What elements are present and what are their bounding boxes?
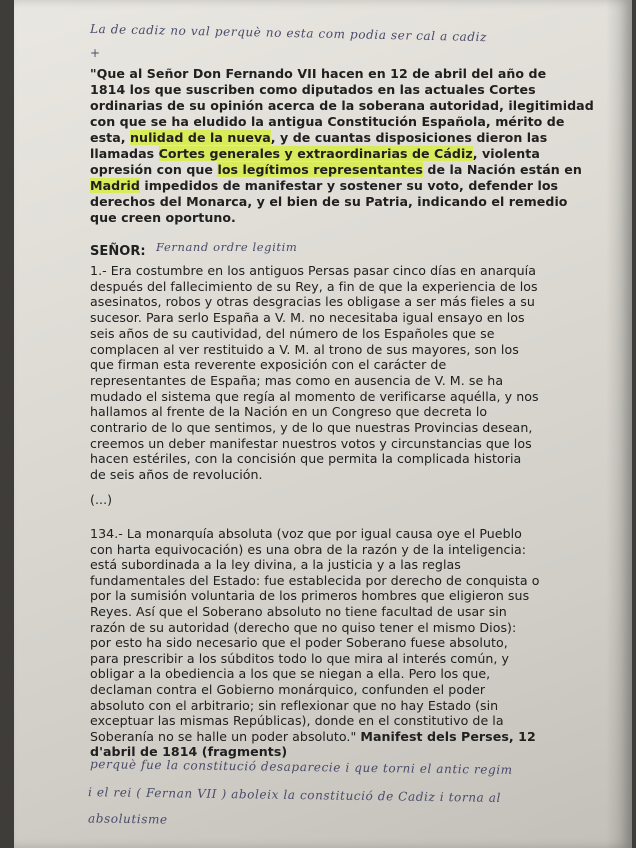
text-segment: absoluto con el arbitrario; sin reflexionar que no hay Estado (sin: [90, 697, 499, 713]
paragraph-line: de seis años de revolución.: [90, 467, 263, 483]
paragraph-line: hacen estériles, con la concisión que permita la complicada historia: [90, 451, 522, 467]
text-segment: obligar a la obediencia a los que se niegan a ella. Pero los que,: [90, 666, 491, 682]
highlighted-text: los legítimos representantes: [217, 162, 423, 177]
highlighted-text: nulidad de la nueva: [130, 130, 271, 145]
text-segment: impedidos de manifestar y sostener su voto, defender los: [139, 178, 559, 193]
paragraph-line: [90, 604, 540, 620]
text-segment: esta,: [90, 130, 131, 145]
text-segment: para prescribir a los súbditos todo lo que mira al interés común, y: [90, 650, 510, 666]
text-segment: con que se ha eludido la antigua Constitución Española, mérito de: [90, 114, 565, 129]
bold-text: Manifest dels Perses, 12: [360, 728, 536, 744]
paragraph-line: [90, 557, 540, 573]
paragraph-line: [90, 713, 540, 729]
paragraph-line: que firman esta reverente exposición con el carácter de: [90, 357, 447, 373]
title-line: [90, 178, 594, 194]
text-segment: derechos del Monarca, y el bien de su Patria, indicando el remedio: [90, 194, 568, 209]
text-segment: 1814 los que suscriben como diputados en las actuales Cortes: [90, 82, 536, 97]
paragraph-line: mudado el sistema que regía al momento de verificarse aquélla, y nos: [90, 388, 539, 404]
salutation: SEÑOR:: [90, 244, 146, 259]
paragraph-1: [90, 263, 539, 483]
paragraph-line: complacen al ver restituido a V. M. al trono de sus mayores, son los: [90, 341, 519, 357]
title-line: [90, 210, 594, 226]
paragraph-line: [90, 620, 540, 636]
text-segment: por la sumisión voluntaria de los primeros hombres que eligieron sus: [90, 588, 530, 604]
text-segment: ordinarias de su opinión acerca de la soberana autoridad, ilegitimidad: [90, 98, 594, 113]
text-segment: , violenta: [472, 146, 540, 161]
bold-text: d'abril de 1814 (fragments): [90, 744, 288, 760]
text-segment: Reyes. Así que el Soberano absoluto no tiene facultad de usar sin: [90, 603, 507, 619]
paragraph-line: creemos un deber manifestar nuestros votos y circunstancias que los: [90, 435, 532, 451]
text-segment: "Que al Señor Don Fernando VII hacen en 12 de abril del año de: [90, 66, 547, 81]
text-segment: 134.- La monarquía absoluta (voz que por igual causa oye el Pueblo: [90, 526, 522, 541]
text-segment: declaman contra el Gobierno monárquico, confunden el poder: [90, 681, 486, 697]
title-line: [90, 162, 594, 178]
paragraph-line: [90, 682, 540, 698]
paragraph-line: [90, 666, 540, 682]
paragraph-line: después del fallecimiento de su Rey, a fin de que la experiencia de los: [90, 278, 538, 294]
handwritten-line: i el rei ( Fernan VII ) aboleix la constitució de Cadiz i torna al: [87, 785, 502, 805]
text-segment: que creen oportuno.: [90, 210, 236, 225]
title-line: [90, 98, 594, 114]
text-segment: fundamentales del Estado: fue establecida por derecho de conquista o: [90, 572, 540, 588]
paragraph-line: 1.- Era costumbre en los antiguos Persas pasar cinco días en anarquía: [90, 263, 536, 278]
paragraph-line: representantes de España; mas como en ausencia de V. M. se ha: [90, 372, 504, 388]
text-segment: razón de su autoridad (derecho que no quiso tener el mismo Dios):: [90, 619, 517, 635]
text-segment: con harta equivocación) es una obra de la razón y de la inteligencia:: [90, 541, 527, 557]
paragraph-line: [90, 698, 540, 714]
paragraph-line: seis años de su cautividad, del número de los Españoles que se: [90, 325, 495, 341]
paragraph-line: [90, 651, 540, 667]
text-segment: está subordinada a la ley divina, a la justicia y a las reglas: [90, 557, 461, 573]
handwritten-senor-note: Fernand ordre legitim: [156, 240, 298, 254]
text-segment: llamadas: [90, 146, 159, 161]
title-line: [90, 82, 594, 98]
highlighted-text: Cortes generales y extraordinarias de Cádiz: [158, 146, 473, 161]
title-line: [90, 130, 594, 146]
title-paragraph: [90, 66, 594, 226]
paragraph-line: [90, 573, 540, 589]
handwritten-mark: +: [90, 46, 101, 60]
text-segment: , y de cuantas disposiciones dieron las: [270, 130, 548, 145]
text-segment: por esto ha sido necesario que el poder Soberano fuese absoluto,: [90, 635, 508, 651]
title-line: [90, 66, 594, 82]
handwritten-top-note: La de cadiz no val perquè no esta com podia ser cal a cadiz: [89, 21, 488, 45]
handwritten-line: perquè fue la constitució desaparecie i que torni el antic regim: [89, 757, 513, 777]
handwritten-line: absolutisme: [87, 811, 168, 827]
paragraph-line: [90, 729, 540, 745]
paragraph-line: [90, 635, 540, 651]
paragraph-line: [90, 588, 540, 604]
title-line: [90, 146, 594, 162]
paragraph-134: [90, 526, 540, 760]
paragraph-line: contrario de lo que sentimos, y de lo que nuestras Provincias desean,: [90, 420, 533, 436]
text-segment: de la Nación están en: [422, 162, 582, 177]
paragraph-line: [90, 542, 540, 558]
text-segment: exceptuar las mismas Repúblicas), donde en el constitutivo de la: [90, 713, 504, 729]
paragraph-line: sucesor. Para serlo España a V. M. no necesitaba igual ensayo en los: [90, 310, 525, 326]
page-shadow: [606, 0, 632, 848]
paragraph-line: [90, 526, 540, 542]
text-segment: opresión con que: [90, 162, 218, 177]
title-line: [90, 194, 594, 210]
paragraph-line: hallamos al frente de la Nación en un Congreso que decreta lo: [90, 404, 488, 420]
paragraph-line: asesinatos, robos y otras desgracias les obligase a ser más fieles a su: [90, 294, 535, 310]
text-segment: Soberanía no se halle un poder absoluto.": [90, 728, 361, 744]
title-line: [90, 114, 594, 130]
highlighted-text: Madrid: [90, 178, 140, 193]
ellipsis: (...): [90, 492, 113, 507]
